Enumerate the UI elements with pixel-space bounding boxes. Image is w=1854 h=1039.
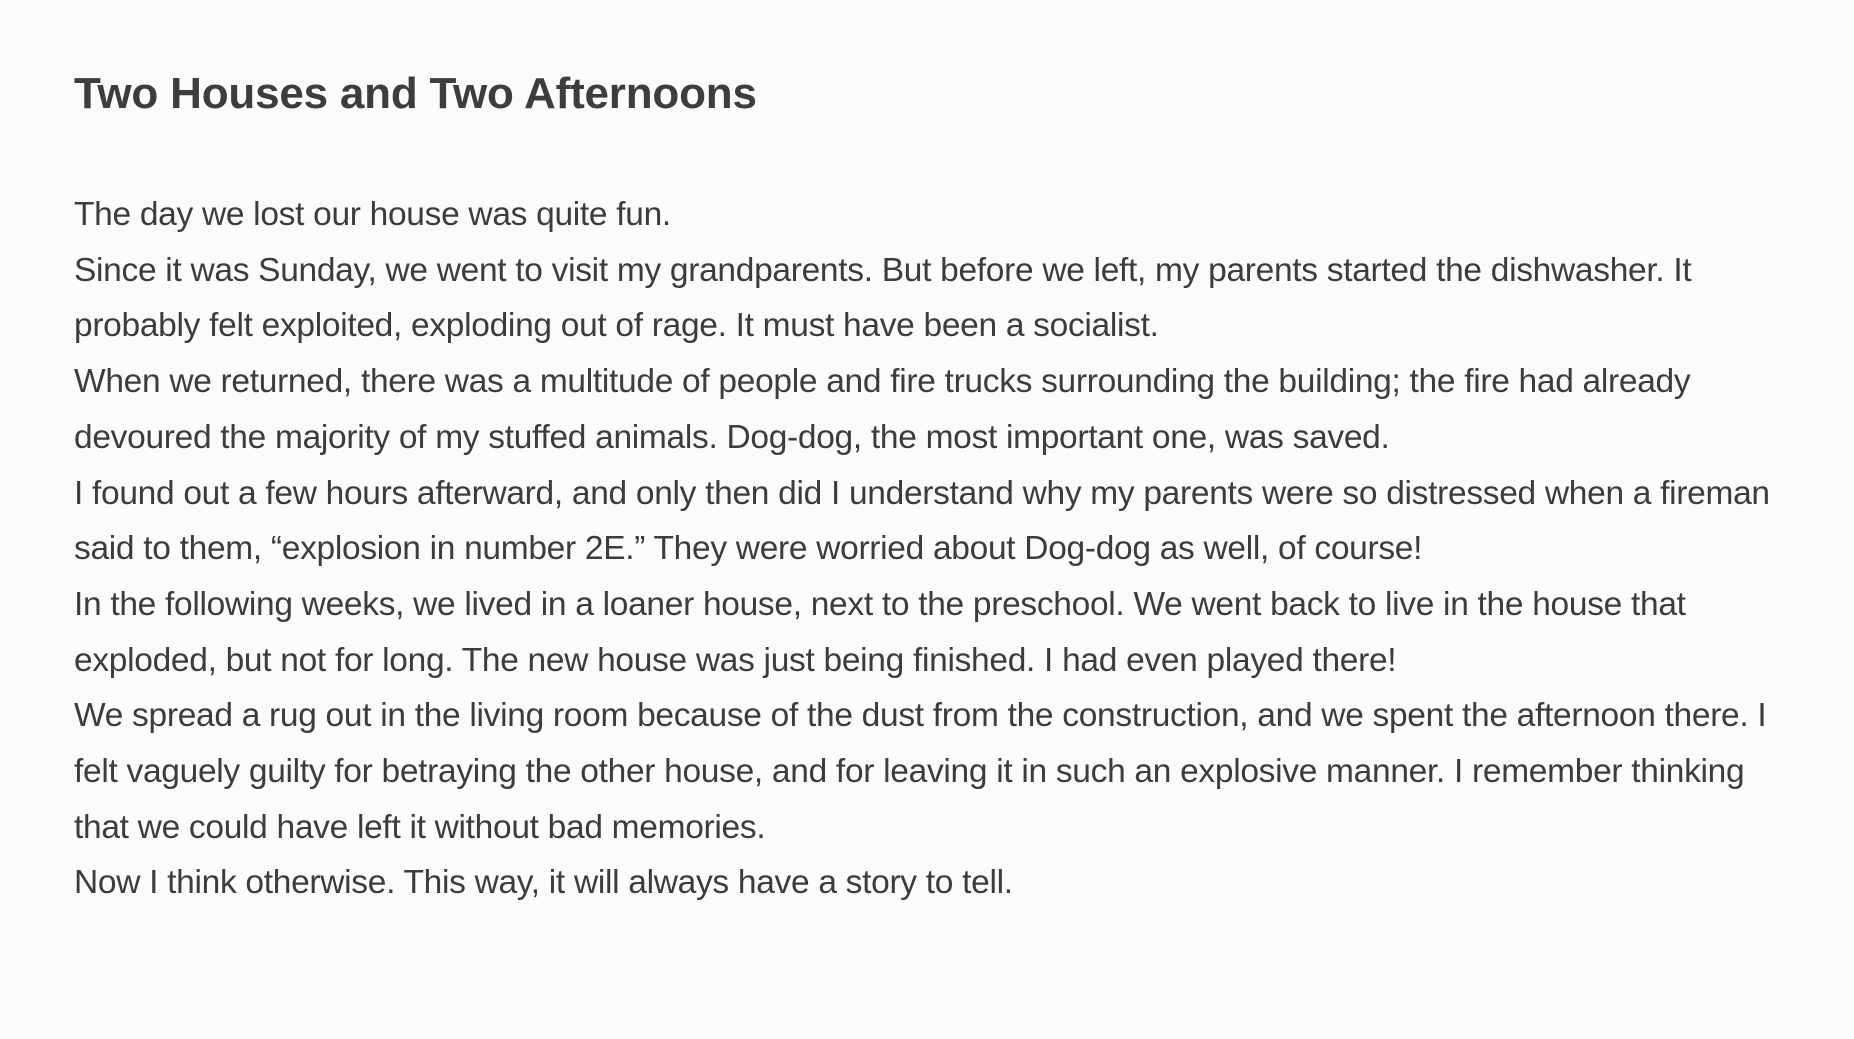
paragraph-2: Since it was Sunday, we went to visit my grandparents. But before we left, my parents started the dishwasher. It probably felt exploited, exploding out of rage. It must have been a socialist. xyxy=(74,251,1692,345)
paragraph-6: We spread a rug out in the living room because of the dust from the construction, and we spent the afternoon there. I felt vaguely guilty for betraying the other house, and for leaving it in such an explosive manner. I remember thinking that we could have left it without bad memories. xyxy=(74,697,1767,846)
paragraph-3: When we returned, there was a multitude of people and fire trucks surrounding the building; the fire had already devoured the majority of my stuffed animals. Dog-dog, the most important one, was saved. xyxy=(74,363,1691,456)
document-title: Two Houses and Two Afternoons xyxy=(74,69,757,118)
document-body xyxy=(74,187,1794,911)
paragraph-7: Now I think otherwise. This way, it will always have a story to tell. xyxy=(74,864,1013,902)
paragraph-1: The day we lost our house was quite fun. xyxy=(74,196,671,233)
paragraph-5: In the following weeks, we lived in a loaner house, next to the preschool. We went back to live in the house that exploded, but not for long. The new house was just being finished. I had even played there! xyxy=(74,585,1686,679)
paragraph-4: I found out a few hours afterward, and only then did I understand why my parents were so distressed when a fireman said to them, “explosion in number 2E.” They were worried about Dog-dog as well, of course! xyxy=(74,474,1770,568)
